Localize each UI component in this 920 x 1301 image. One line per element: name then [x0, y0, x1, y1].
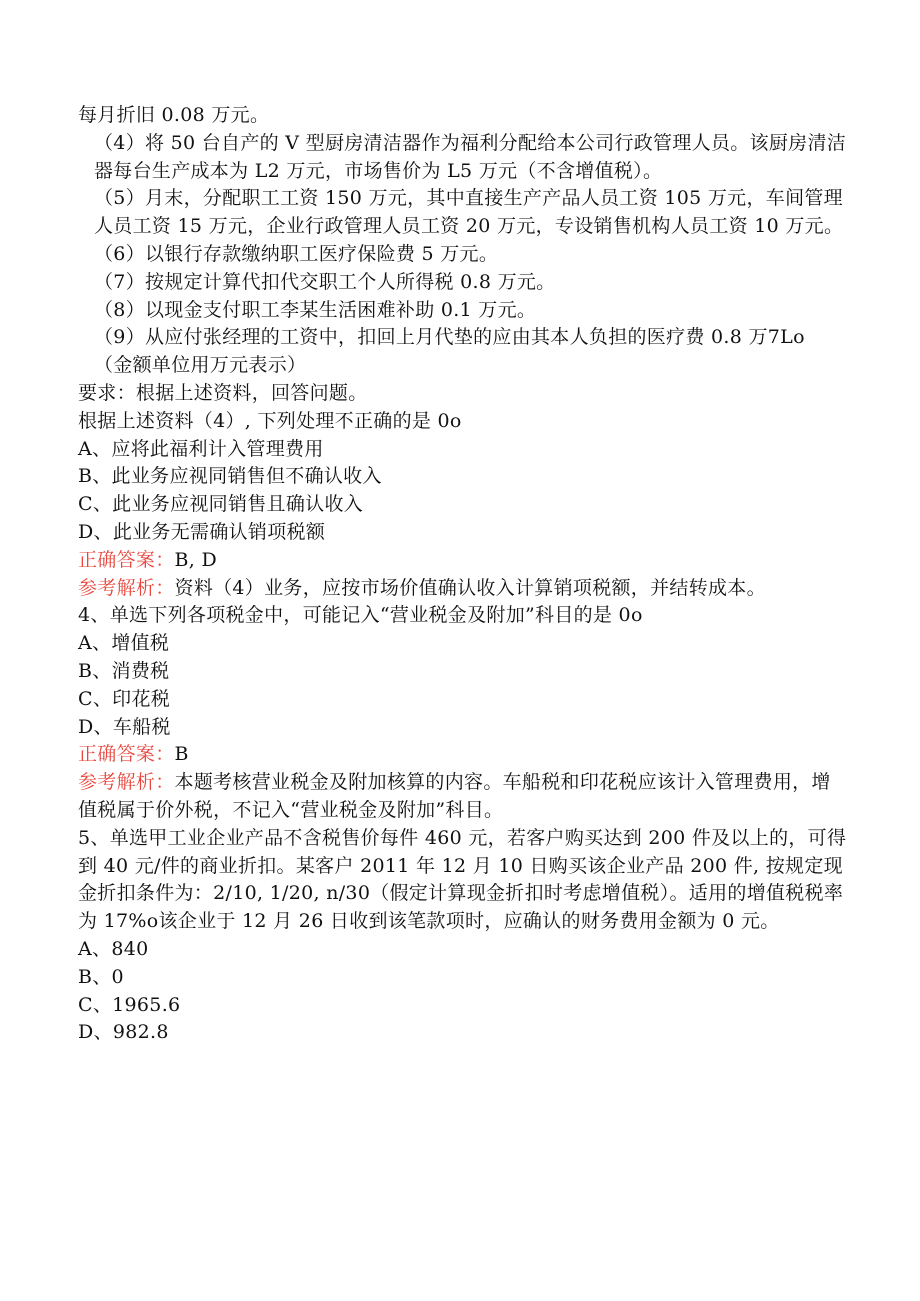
q4-option-a: A、增值税 — [78, 632, 170, 655]
option-d: D、此业务无需确认销项税额 — [78, 520, 326, 543]
document-body — [78, 102, 848, 1047]
question-text: 根据上述资料（4）, 下列处理不正确的是 0o — [78, 409, 462, 432]
q5-option-a: A、840 — [78, 937, 149, 960]
q4-answer-line — [78, 741, 848, 769]
material-item-9: （9）从应付张经理的工资中，扣回上月代垫的应由其本人负担的医疗费 0.8 万7Lo — [94, 326, 805, 349]
option-a: A、应将此福利计入管理费用 — [78, 437, 324, 460]
answer-value: B, D — [174, 548, 217, 571]
q5-option-b: B、0 — [78, 965, 124, 988]
question-4: 4、单选下列各项税金中，可能记入“营业税金及附加”科目的是 0o — [78, 604, 643, 627]
material-item-8: （8）以现金支付职工李某生活困难补助 0.1 万元。 — [94, 298, 537, 321]
q5-option-d: D、982.8 — [78, 1021, 169, 1044]
text-line: 每月折旧 0.08 万元。 — [78, 104, 270, 126]
q4-option-d: D、车船税 — [78, 715, 171, 738]
q4-analysis-line — [78, 769, 848, 825]
analysis-text: 本题考核营业税金及附加核算的内容。车船税和印花税应该计入管理费用，增值税属于价外税，不记入“营业税金及附加”科目。 — [78, 771, 831, 821]
answer-label: 正确答案： — [78, 743, 175, 766]
material-item-5: （5）月末，分配职工工资 150 万元，其中直接生产产品人员工资 105 万元，车间管理人员工资 15 万元，企业行政管理人员工资 20 万元，专设销售机构人员工资 10 万元。 — [94, 187, 844, 238]
q5-option-c: C、1965.6 — [78, 993, 181, 1016]
analysis-line — [78, 575, 848, 603]
question-5: 5、单选甲工业企业产品不含税售价每件 460 元，若客户购买达到 200 件及以上的，可得到 40 元/件的商业折扣。某客户 2011 年 12 月 10 日购买该企业产品 200 件, 按规定现金折扣条件为：2/10, 1/20, n/30（假定计算现金折扣时考虑增值税）。适用的增值税税率为 17%o该企业于 12 月 26 日收到该笔款项时，应确认的财务费用金额为 0 元。 — [78, 826, 847, 933]
option-b: B、此业务应视同销售但不确认收入 — [78, 465, 382, 488]
answer-label: 正确答案： — [78, 548, 175, 571]
material-item-6: （6）以银行存款缴纳职工医疗保险费 5 万元。 — [94, 242, 499, 265]
q4-option-b: B、消费税 — [78, 659, 170, 682]
answer-value: B — [174, 743, 189, 766]
analysis-text: 资料（4）业务，应按市场价值确认收入计算销项税额，并结转成本。 — [174, 576, 766, 599]
analysis-label: 参考解析： — [78, 576, 175, 599]
unit-note: （金额单位用万元表示） — [94, 354, 307, 377]
material-item-7: （7）按规定计算代扣代交职工个人所得税 0.8 万元。 — [94, 270, 556, 293]
analysis-label: 参考解析： — [78, 771, 175, 794]
requirement: 要求：根据上述资料，回答问题。 — [78, 381, 368, 404]
option-c: C、此业务应视同销售且确认收入 — [78, 493, 364, 516]
answer-line — [78, 547, 848, 575]
material-item-4: （4）将 50 台自产的 V 型厨房清洁器作为福利分配给本公司行政管理人员。该厨房清洁器每台生产成本为 L2 万元，市场售价为 L5 万元（不含增值税）。 — [94, 131, 847, 182]
q4-option-c: C、印花税 — [78, 687, 171, 710]
